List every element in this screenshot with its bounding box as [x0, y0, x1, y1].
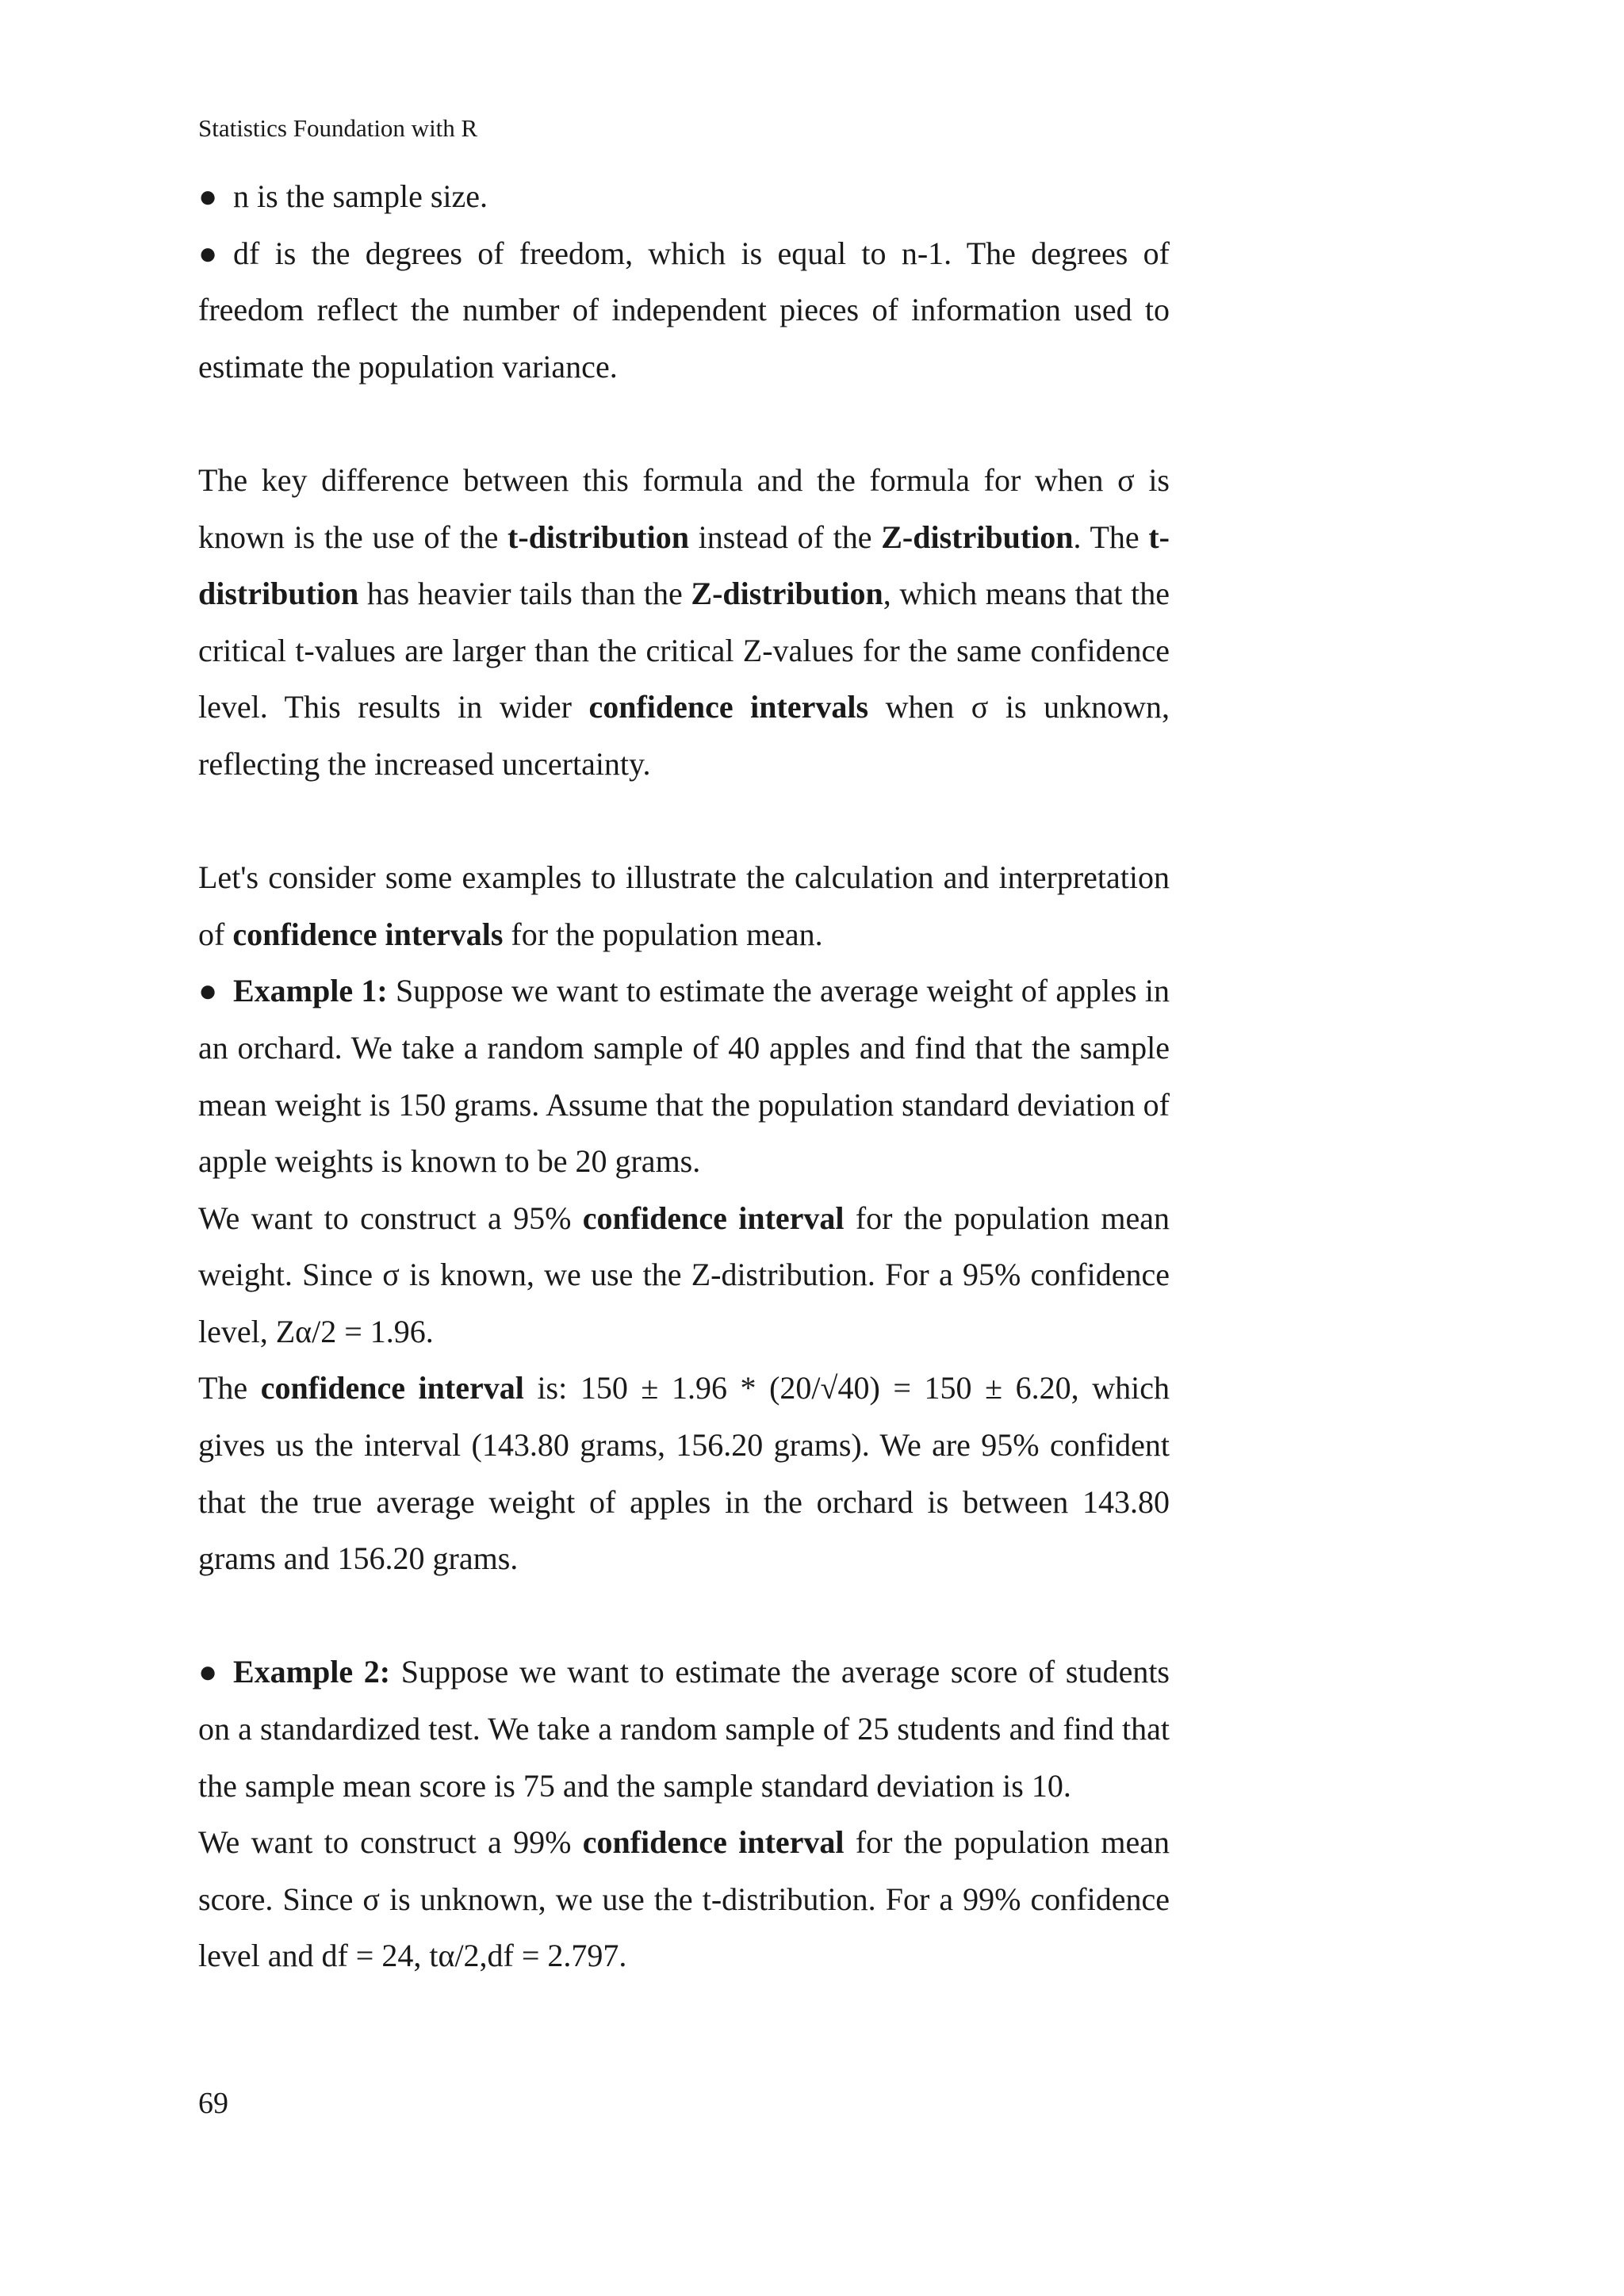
list-item-text: n is the sample size. — [233, 178, 488, 214]
text-run: The — [198, 1370, 261, 1406]
bullet-icon: ● — [198, 1654, 218, 1690]
term-confidence-intervals: confidence intervals — [232, 916, 504, 952]
text-run: . The — [1073, 519, 1149, 555]
example-1-result — [198, 1360, 1170, 1586]
term-t-distribution: t-distribution — [508, 519, 689, 555]
bullet-icon: ● — [198, 235, 218, 271]
text-run: for the population mean. — [503, 916, 823, 952]
term-z-distribution: Z-distribution — [691, 576, 883, 612]
text-run: has heavier tails than the — [358, 576, 691, 612]
list-item — [198, 168, 1170, 225]
page-number: 69 — [198, 2087, 228, 2120]
example-2-label: Example 2: — [233, 1654, 391, 1690]
text-run: instead of the — [688, 519, 882, 555]
running-header: Statistics Foundation with R — [198, 114, 478, 142]
text-run: when σ is unknown, reflecting the increased uncertainty. — [198, 689, 1170, 782]
text-run: , which means that the critical t-values are larger than the critical Z-values for the same confidence level. This results in wider — [198, 576, 1170, 725]
list-item-text: df is the degrees of freedom, which is equal to n-1. The degrees of freedom reflect the number of independent pieces of information used to estimate the population variance. — [198, 235, 1170, 385]
term-z-distribution: Z-distribution — [881, 519, 1074, 555]
term-confidence-intervals: confidence intervals — [588, 689, 869, 725]
paragraph-examples-intro — [198, 849, 1170, 962]
example-2-construct — [198, 1814, 1170, 1984]
example-1-construct — [198, 1190, 1170, 1360]
paragraph-key-difference — [198, 452, 1170, 793]
text-run: The key difference between this formula and the formula for when σ is known is the use of the — [198, 461, 1170, 555]
text-run: We want to construct a 99% — [198, 1824, 583, 1861]
example-1-label: Example 1: — [233, 973, 388, 1009]
example-2-description — [198, 1644, 1170, 1814]
term-confidence-interval: confidence interval — [582, 1824, 845, 1861]
text-run: for the population mean score. Since σ is unknown, we use the t-distribution. For a 99% confidence level and df = 24, tα/2,df = 2.797. — [198, 1824, 1170, 1974]
text-run: for the population mean weight. Since σ is known, we use the Z-distribution. For a 95% confidence level, Zα/2 = 1.96. — [198, 1200, 1170, 1349]
text-run: Let's consider some examples to illustrate the calculation and interpretation of — [198, 859, 1170, 952]
term-confidence-interval: confidence interval — [260, 1370, 524, 1406]
text-run: We want to construct a 95% — [198, 1200, 583, 1236]
text-run: Suppose we want to estimate the average weight of apples in an orchard. We take a random sample of 40 apples and find that the sample mean weight is 150 grams. Assume that the population standard deviation of apple weights is known to be 20 grams. — [198, 973, 1170, 1180]
bullet-icon: ● — [198, 973, 218, 1009]
term-confidence-interval: confidence interval — [582, 1200, 845, 1236]
list-item — [198, 225, 1170, 396]
page-body — [198, 168, 1170, 1984]
text-run: is: 150 ± 1.96 * (20/√40) = 150 ± 6.20, which gives us the interval (143.80 grams, 156.20 grams). We are 95% confident that the true average weight of apples in the orchard is between 143.80 grams and 156.20 grams. — [198, 1370, 1170, 1577]
text-run: Suppose we want to estimate the average score of students on a standardized test. We take a random sample of 25 students and find that the sample mean score is 75 and the sample standard deviation is 10. — [198, 1654, 1170, 1804]
bullet-icon: ● — [198, 178, 218, 214]
example-1-description — [198, 962, 1170, 1189]
term-t-distribution: t-distribution — [198, 519, 1170, 612]
